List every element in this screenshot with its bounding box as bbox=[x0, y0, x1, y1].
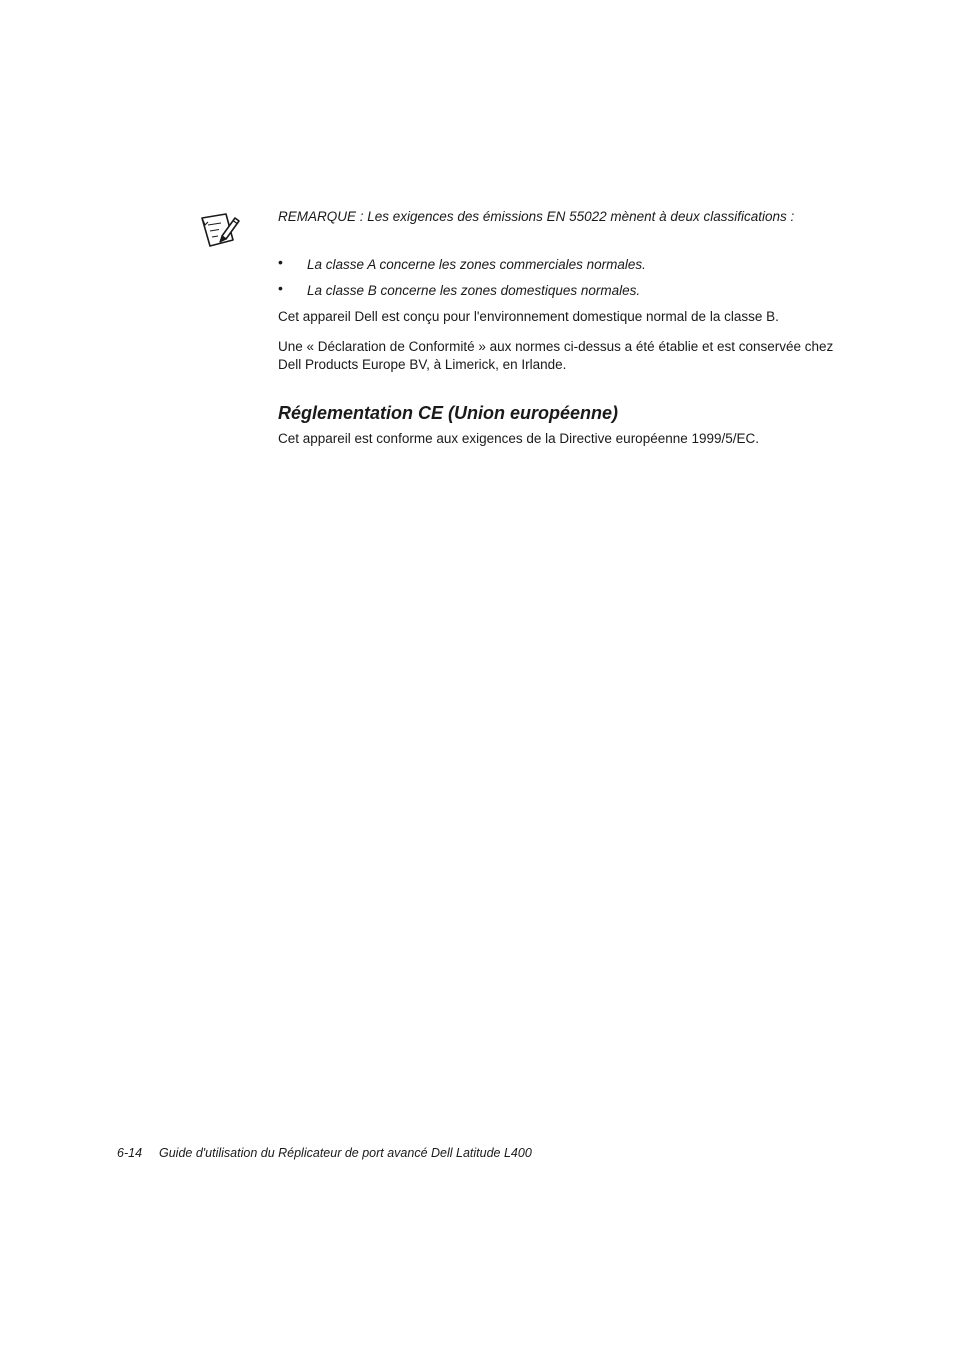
paragraph-declaration: Une « Déclaration de Conformité » aux normes ci-dessus a été établie et est conservée chez Dell Products Europe BV, à Limerick, en Irlande. bbox=[278, 339, 834, 372]
section-heading: Réglementation CE (Union européenne) bbox=[278, 403, 619, 423]
bullet-icon: • bbox=[278, 280, 283, 296]
footer-title: Guide d'utilisation du Réplicateur de port avancé Dell Latitude L400 bbox=[159, 1146, 532, 1160]
list-item bbox=[278, 282, 818, 308]
bullet-text: La classe B concerne les zones domestiques normales. bbox=[307, 283, 641, 298]
paragraph-class-b: Cet appareil Dell est conçu pour l'environnement domestique normal de la classe B. bbox=[278, 309, 779, 324]
note-pencil-icon bbox=[199, 209, 241, 251]
bullet-text: La classe A concerne les zones commerciales normales. bbox=[307, 257, 646, 272]
list-item bbox=[278, 256, 818, 282]
bullet-list bbox=[278, 256, 818, 308]
page-number: 6-14 bbox=[117, 1146, 143, 1160]
paragraph-directive: Cet appareil est conforme aux exigences de la Directive européenne 1999/5/EC. bbox=[278, 431, 760, 446]
note-text: REMARQUE : Les exigences des émissions EN 55022 mènent à deux classifications : bbox=[278, 209, 795, 224]
bullet-icon: • bbox=[278, 254, 283, 270]
page-footer bbox=[117, 1145, 532, 1161]
